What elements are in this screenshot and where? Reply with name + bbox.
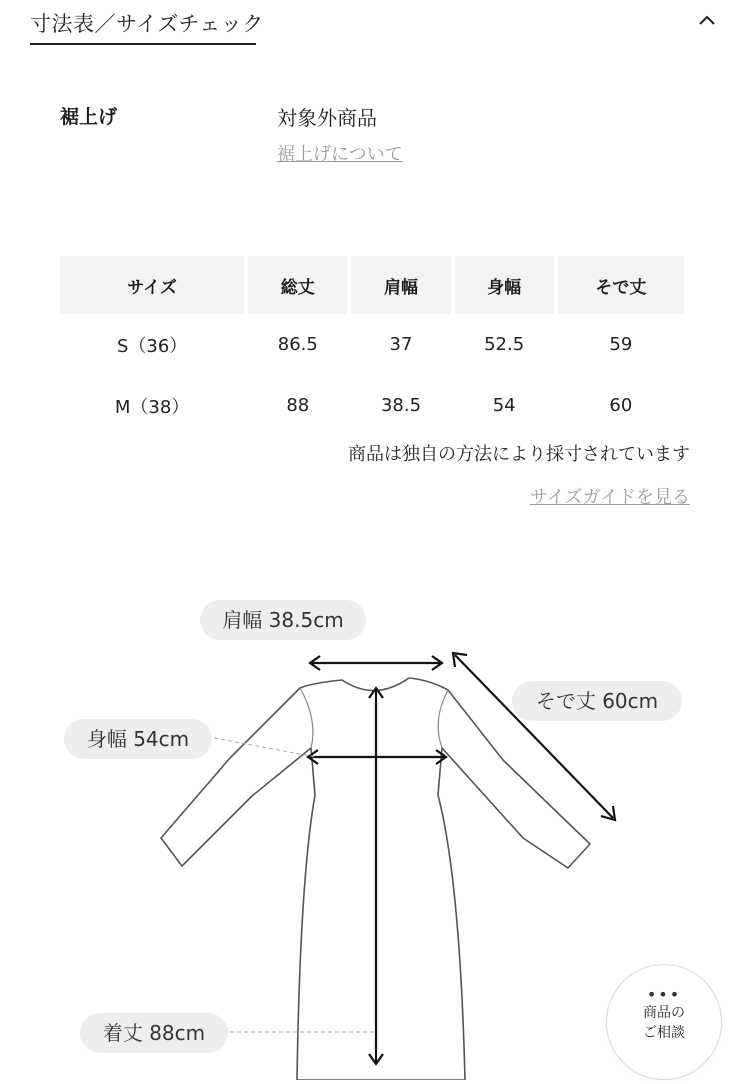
table-cell: 60 bbox=[609, 395, 633, 416]
size-table bbox=[56, 256, 688, 436]
shoulder-width-label: 肩幅 38.5cm bbox=[200, 600, 366, 640]
column-header: 肩幅 bbox=[351, 256, 450, 314]
tab-underline bbox=[30, 43, 256, 45]
column-header: 総丈 bbox=[248, 256, 347, 314]
more-dots-icon: ••• bbox=[646, 985, 682, 1004]
hem-value: 対象外商品 bbox=[277, 106, 377, 130]
chevron-up-icon[interactable] bbox=[693, 8, 721, 32]
consult-label-line2: ご相談 bbox=[643, 1025, 685, 1041]
body-width-label: 身幅 54cm bbox=[64, 719, 212, 759]
measurement-note: 商品は独自の方法により採寸されています bbox=[348, 444, 690, 465]
table-header-row bbox=[60, 256, 684, 314]
total-length-label: 着丈 88cm bbox=[80, 1013, 228, 1053]
table-cell: 59 bbox=[609, 334, 633, 355]
hem-label: 裾上げ bbox=[60, 106, 118, 128]
size-guide-link[interactable]: サイズガイドを見る bbox=[529, 487, 690, 508]
table-cell: S（36） bbox=[116, 335, 188, 357]
column-header: そで丈 bbox=[558, 256, 684, 314]
table-cell: 54 bbox=[492, 395, 516, 416]
sleeve-length-label: そで丈 60cm bbox=[512, 681, 682, 721]
table-row bbox=[60, 314, 684, 375]
table-row bbox=[60, 375, 684, 436]
size-check-tab-title[interactable]: 寸法表／サイズチェック bbox=[30, 12, 264, 36]
consult-label-line1: 商品の bbox=[643, 1005, 685, 1021]
table-cell: 37 bbox=[389, 334, 413, 355]
table-cell: 88 bbox=[286, 395, 310, 416]
column-header: 身幅 bbox=[455, 256, 554, 314]
product-consult-button[interactable] bbox=[606, 964, 722, 1080]
table-cell: 86.5 bbox=[277, 334, 318, 355]
table-cell: 38.5 bbox=[380, 395, 422, 416]
column-header: サイズ bbox=[60, 256, 244, 314]
table-cell: M（38） bbox=[114, 396, 190, 418]
hem-info-link[interactable]: 裾上げについて bbox=[277, 144, 403, 165]
table-cell: 52.5 bbox=[484, 334, 525, 355]
